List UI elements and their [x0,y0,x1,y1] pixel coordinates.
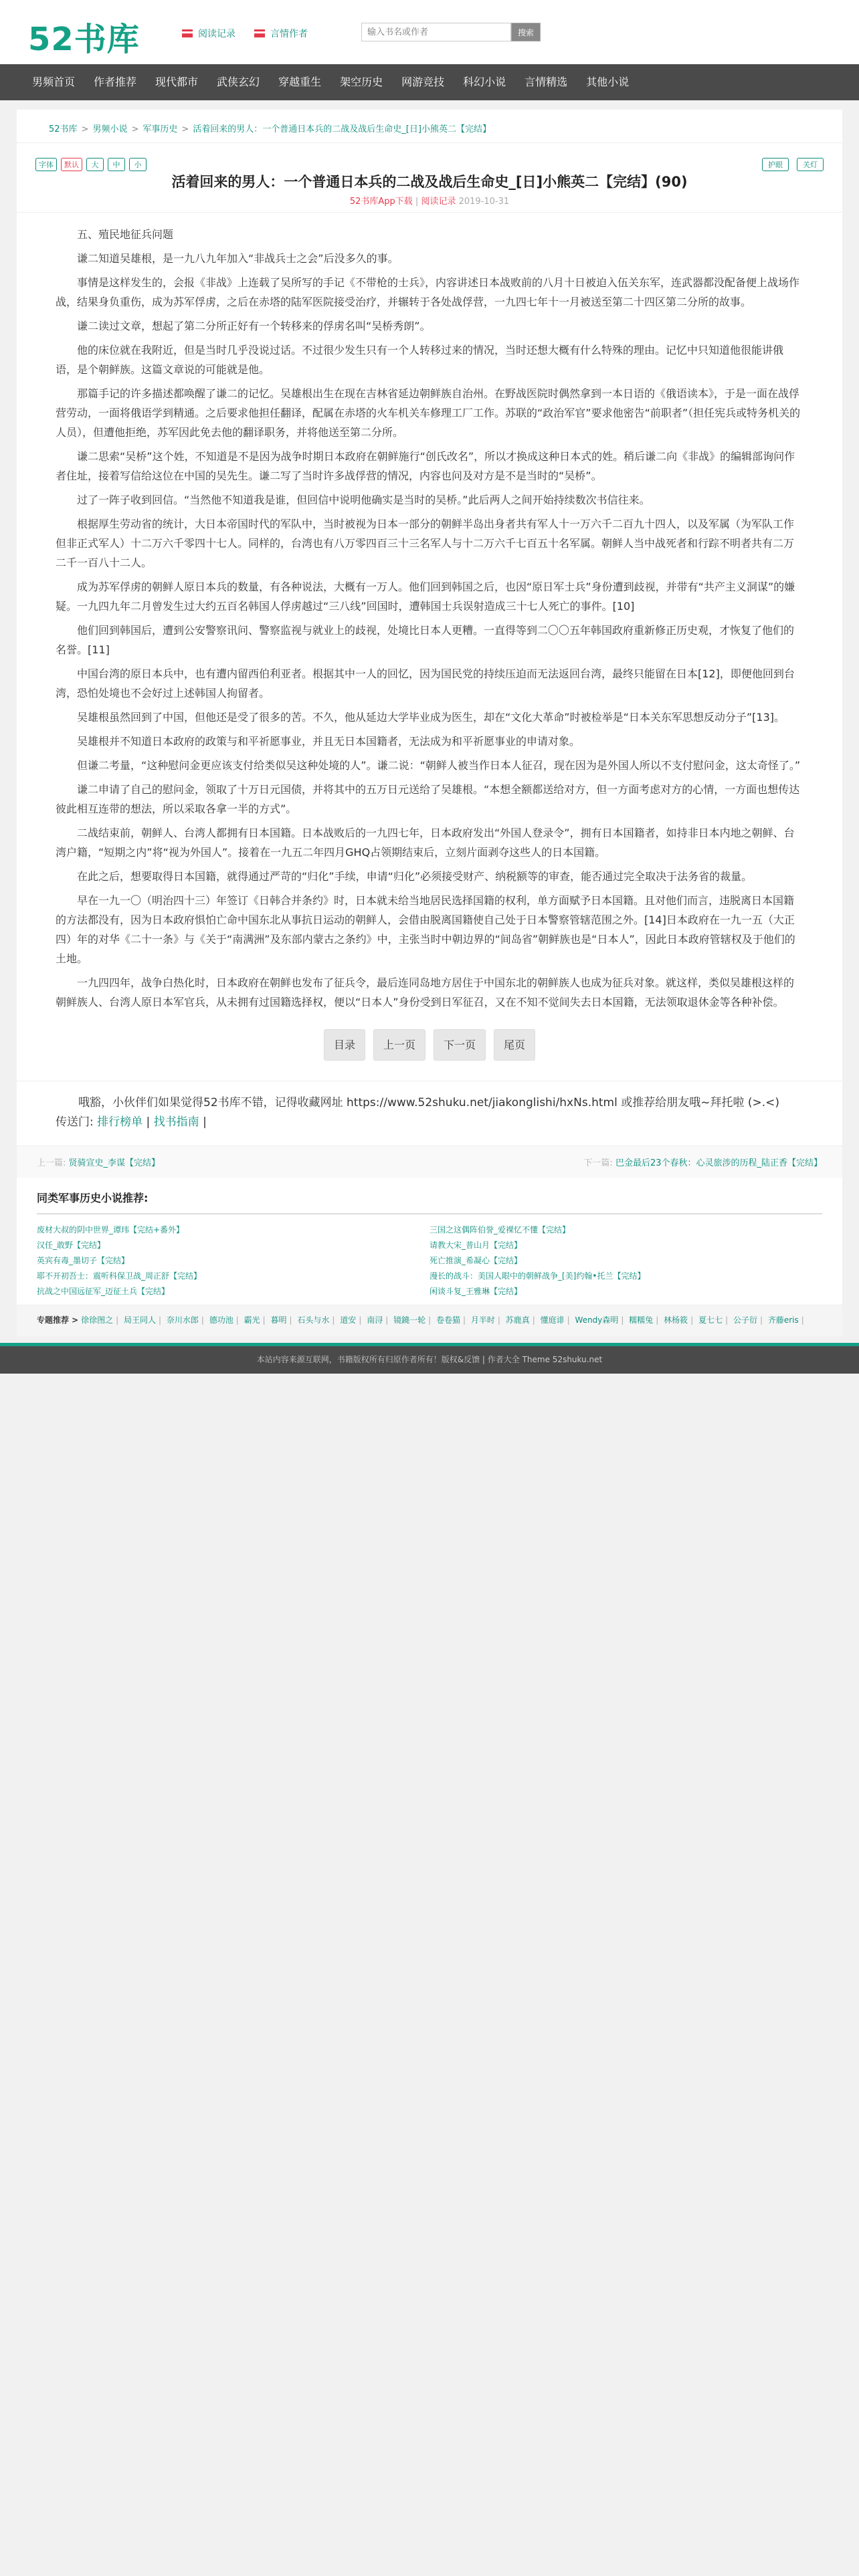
related-heading: 同类军事历史小说推荐: [37,1178,822,1214]
tag-separator: | [158,1315,162,1325]
nav-item[interactable]: 穿越重生 [278,76,322,88]
toc-button[interactable]: 目录 [324,1029,365,1061]
chapter-content [17,213,842,1061]
main-container [17,110,842,1336]
paragraph: 一九四四年，战争白热化时，日本政府在朝鲜也发布了征兵令，最后连同岛地方居住于中国东北的朝鲜族人也成为征兵对象。就这样，类似吴雄根这样的朝鲜族人、台湾人原日本军官兵，从未拥有过国籍选择权，便以“日本人”身份受到日军征召，又在不知不觉间失去日本国籍，无法领取退休金等各种补偿。 [56,976,795,1008]
paragraph: 他的床位就在我附近，但是当时几乎没说过话。不过很少发生只有一个人转移过来的情况，当时还想大概有什么特殊的理由。记忆中只知道他很能讲俄语，是个朝鲜族。这篇文章说的可能就是他。 [56,344,784,376]
tag-link[interactable]: 卷卷猫 [436,1315,460,1325]
tag-separator: | [497,1315,500,1325]
related-book-link[interactable]: 死亡推演_希凝心【完结】 [430,1256,522,1265]
tag-link[interactable]: 徐徐图之 [81,1315,114,1325]
tag-separator: | [656,1315,659,1325]
tag-link[interactable]: 糯糯兔 [629,1315,654,1325]
app-download-link[interactable]: 52书库App下载 [349,197,413,207]
site-logo[interactable]: 52书库 [28,21,140,58]
list-icon [182,29,193,37]
topic-tags [17,1305,842,1336]
paragraph: 谦二知道吴雄根，是一九八九年加入“非战兵士之会”后没多久的事。 [77,252,399,265]
tag-separator: | [116,1315,119,1325]
nav-item[interactable]: 其他小说 [586,76,630,88]
nav-item[interactable]: 架空历史 [340,76,383,88]
prev-page-button[interactable]: 上一页 [373,1029,425,1061]
next-book-label: 下一篇: [583,1158,613,1168]
paragraph: 谦二读过文章，想起了第二分所正好有一个转移来的俘虏名叫“吴桥秀朗”。 [77,320,431,332]
related-book-link[interactable]: 三国之这偶阵伯誉_爱裸忆不懂【完结】 [430,1225,571,1235]
nav-item[interactable]: 武侠玄幻 [217,76,260,88]
tag-link[interactable]: 懂庭诽 [540,1315,565,1325]
paragraph: 二战结束前，朝鲜人、台湾人都拥有日本国籍。日本战败后的一九四七年，日本政府发出“外国人登录令”，拥有日本国籍者，如持非日本内地之朝鲜、台湾户籍，“短期之内”将“视为外国人”。接着在一九五二年四月GHQ占领期结束后，立刻片面剥夺这些人的日本国籍。 [56,827,795,859]
portal-label: 传送门: [56,1115,94,1129]
related-book-link[interactable]: 英宾有毒_墨切子【完结】 [37,1256,130,1265]
tags-label: 专题推荐 > [37,1315,79,1325]
font-tools [35,158,147,171]
next-book-link[interactable]: 巴金最后23个春秋：心灵旅涉的历程_陆正香【完结】 [615,1158,822,1168]
tag-separator: | [690,1315,694,1325]
paragraph: 根据厚生劳动省的统计，大日本帝国时代的军队中，当时被视为日本一部分的朝鲜半岛出身者共有军人十一万六千二百九十四人，以及军属（为军队工作但非正式军人）十二万六千零四十七人。同样的，台湾也有八万零四百三十三名军人与十二万六千七百五十名军属。朝鲜人当中战死者和行踪不明者共有二万二千一百八十二人。 [56,518,795,569]
font-label: 字体 [35,158,57,171]
breadcrumb: 52书库 > 男频小说 > 军事历史 > 活着回来的男人：一个普通日本兵的二战及战后生命史_[日]小熊英二【完结】 [17,110,842,143]
tag-separator: | [567,1315,570,1325]
nav-item[interactable]: 科幻小说 [463,76,506,88]
toplink-label: 言情作者 [270,29,308,39]
portal-separator: | [146,1115,151,1129]
bookmark-reminder [17,1081,842,1146]
related-book-link[interactable]: 漫长的战斗：美国人眼中的朝鲜战争_[美]约翰•托兰【完结】 [430,1271,646,1281]
font-default-button[interactable]: 默认 [61,158,82,171]
tag-link[interactable]: 镜鐃一轮 [393,1315,426,1325]
view-tools [762,158,824,171]
paragraph: 过了一阵子收到回信。“当然他不知道我是谁，但回信中说明他确实是当时的吴桥。”此后两人之间开始持续数次书信往来。 [77,494,650,506]
portal-separator: | [203,1115,207,1129]
nav-item[interactable]: 言情精选 [524,76,568,88]
tag-separator: | [462,1315,466,1325]
lights-off-button[interactable]: 关灯 [797,158,824,171]
nav-item[interactable]: 男频首页 [32,76,76,88]
tag-link[interactable]: 德功池 [209,1315,233,1325]
tag-separator: | [621,1315,624,1325]
tag-link[interactable]: 苏鹿真 [505,1315,530,1325]
related-book-link[interactable]: 请教大宋_普山月【完结】 [430,1241,522,1250]
list-icon [254,29,265,37]
adjacent-books [17,1146,842,1178]
tag-link[interactable]: 南浔 [367,1315,383,1325]
nav-item[interactable]: 作者推荐 [94,76,137,88]
paragraph: 那篇手记的许多描述都唤醒了谦二的记忆。吴雄根出生在现在吉林省延边朝鲜族自治州。在野战医院时偶然拿到一本日语的《俄语读本》，于是一面在战俘营劳动，一面将俄语学到精通。之后要求他担任翻译，配属在赤塔的火车机关车修理工厂工作。苏联的“政治军官”要求他密告“前职者”（担任宪兵或特务机关的人员），但遭他拒绝，苏军因此免去他的翻译职务，并将他送至第二分所。 [56,387,801,439]
breadcrumb-category[interactable]: 男频小说 [92,124,128,134]
tag-link[interactable]: 暮明 [270,1315,287,1325]
breadcrumb-home[interactable]: 52书库 [49,124,78,134]
tag-link[interactable]: Wendy森明 [575,1315,619,1325]
tag-link[interactable]: 霸光 [244,1315,260,1325]
site-header [0,0,859,64]
chapter-header [17,143,842,213]
bookmark-text: 哦豁，小伙伴们如果觉得52书库不错，记得收藏网址 https://www.52shuku.net/jiakonglishi/hxNs.html 或推荐给朋友哦~拜托啦 (>.<) [78,1096,780,1109]
main-nav [0,64,859,100]
related-book-link[interactable]: 抗战之中国远征军_迈征土兵【完结】 [37,1287,170,1296]
tag-separator: | [289,1315,292,1325]
tag-separator: | [725,1315,729,1325]
font-large-button[interactable]: 大 [86,158,104,171]
toplink-romance-authors[interactable] [254,27,308,40]
tag-separator: | [759,1315,763,1325]
related-book-link[interactable]: 废材大叔的阴中世界_谭玮【完结+番外】 [37,1225,185,1235]
tag-separator: | [201,1315,204,1325]
nav-item[interactable]: 现代都市 [155,76,199,88]
search-input[interactable] [361,23,511,41]
related-book-link[interactable]: 汉任_敢野【完结】 [37,1241,106,1250]
top-links [182,27,308,40]
tag-link[interactable]: 奈川水郎 [166,1315,199,1325]
tag-link[interactable]: 月半时 [470,1315,495,1325]
paragraph: 谦二申请了自己的慰问金，领取了十万日元国债，并将其中的五万日元送给了吴雄根。“本想全额都送给对方，但一方面考虑对方的心情，一方面也想传达彼此相互连带的想法，所以采取各拿一半的方式”。 [56,783,800,815]
read-history-link[interactable]: 阅读记录 [421,197,456,207]
next-book [583,1156,822,1168]
related-book-link[interactable]: 耶不开初吾士：震听科保卫战_周正舒【完结】 [37,1271,202,1281]
paragraph: 吴雄根并不知道日本政府的政策与和平祈愿事业，并且无日本国籍者，无法成为和平祈愿事业的申请对象。 [77,735,581,748]
eye-care-button[interactable]: 护眼 [762,158,789,171]
related-books [17,1178,842,1305]
paragraph: 但谦二考量，“这种慰问金更应该支付给类似吴这种处境的人”。谦二说：“朝鲜人被当作日本人征召，现在因为是外国人所以不支付慰问金，这太奇怪了。” [77,759,801,772]
toplink-label: 阅读记录 [198,29,235,39]
paragraph: 在此之后，想要取得日本国籍，就得通过严苛的“归化”手续，申请“归化”必须接受财产、纳税额等的审查，能否通过完全取决于法务省的裁量。 [77,870,753,883]
chapter-pager [56,1029,803,1061]
paragraph: 他们回到韩国后，遭到公安警察讯问、警察监视与就业上的歧视，处境比日本人更糟。一直得等到二〇〇五年韩国政府重新修正历史观，才恢复了他们的名誉。[11] [56,624,795,656]
breadcrumb-book[interactable]: 活着回来的男人：一个普通日本兵的二战及战后生命史_[日]小熊英二【完结】 [193,124,491,134]
font-small-button[interactable]: 小 [129,158,147,171]
related-list [37,1214,822,1305]
nav-item[interactable]: 网游竞技 [401,76,445,88]
tag-separator: | [385,1315,389,1325]
tag-link[interactable]: 局王同人 [123,1315,156,1325]
meta-separator: | [415,197,419,207]
tag-link[interactable]: 公子衍 [733,1315,757,1325]
prev-book [37,1156,160,1168]
paragraph: 吴雄根虽然回到了中国，但他还是受了很多的苦。不久，他从延边大学毕业成为医生，却在“文化大革命”时被检举是“日本关东军思想反动分子”[13]。 [77,711,785,724]
tag-link[interactable]: 林杨筱 [664,1315,688,1325]
tag-separator: | [359,1315,362,1325]
related-book-link[interactable]: 闲谈斗复_王雅琳【完结】 [430,1287,522,1296]
portal-links [56,1113,803,1132]
tag-link[interactable]: 道安 [340,1315,357,1325]
paragraph: 谦二思索“吴桥”这个姓，不知道是不是因为战争时期日本政府在朝鲜施行“创氏改名”，所以才换成这种日本式的姓。稍后谦二向《非战》的编辑部询问作者住址，接着写信给这位在中国的吴先生。谦二写了当时许多战俘营的情况，内容也问及对方是不是当时的“吴桥”。 [56,450,795,482]
paragraph: 五、殖民地征兵问题 [77,228,174,241]
chapter-date: 2019-10-31 [458,197,510,207]
site-footer: 本站内容来源互联网，书籍版权所有归原作者所有！版权&反馈 | 作者大全 Theme 52shuku.net [0,1343,859,1374]
last-page-button[interactable]: 尾页 [494,1029,535,1061]
prev-book-label: 上一篇: [37,1158,66,1168]
tag-separator: | [332,1315,335,1325]
prev-book-link[interactable]: 贤骑宣史_李谋【完结】 [68,1158,161,1168]
search-button[interactable]: 搜索 [511,23,541,41]
chapter-meta [17,194,842,207]
chapter-title: 活着回来的男人：一个普通日本兵的二战及战后生命史_[日]小熊英二【完结】(90) [171,174,688,190]
tag-link[interactable]: 石头与水 [297,1315,330,1325]
font-medium-button[interactable]: 中 [108,158,125,171]
next-page-button[interactable]: 下一页 [434,1029,486,1061]
toplink-read-history[interactable] [182,27,235,40]
paragraph: 早在一九一〇（明治四十三）年签订《日韩合并条约》时，日本就未给当地居民选择国籍的权利，单方面赋予日本国籍。且对他们而言，违脱离日本国籍的方法都没有，因为日本政府惧怕亡命中国东北从事抗日运动的朝鲜人，会借由脱离国籍使自己处于日本警察管辖范围之外。[14]日本政府在一九一五（大正四）年的对华《二十一条》与《关于“南满洲”及东部内蒙古之条约》中，主张当时中朝边界的“间岛省”朝鲜族也是“日本人”，因此日本政府管辖权及于他们的土地。 [56,894,795,965]
tag-separator: | [235,1315,239,1325]
tag-link[interactable]: 夏七七 [698,1315,723,1325]
tag-separator: | [532,1315,535,1325]
ranking-link[interactable]: 排行榜单 [97,1115,143,1129]
tag-separator: | [428,1315,432,1325]
paragraph: 事情是这样发生的，会报《非战》上连载了吴所写的手记《不带枪的士兵》，内容讲述日本战败前的八月十日被迫入伍关东军，连武器都没配备便上战场作战，结果身负重伤，成为苏军俘虏，之后在赤塔的陆军医院接受治疗，并辗转于各处战俘营，一九四七年十一月被送至第二十四区第二分所的故事。 [56,276,800,308]
guide-link[interactable]: 找书指南 [153,1115,199,1129]
paragraph: 成为苏军俘虏的朝鲜人原日本兵的数量，有各种说法，大概有一万人。他们回到韩国之后，也因“原日军士兵”身份遭到歧视，并带有“共产主义洞谋”的嫌疑。一九四九年二月曾发生过大约五百名韩国人俘虏越过“三八线”回国时，遭韩国士兵误射造成三十七人死亡的事件。[10] [56,580,795,613]
search-box [361,23,541,41]
breadcrumb-subcategory[interactable]: 军事历史 [142,124,178,134]
tag-link[interactable]: 齐藤eris [767,1315,799,1325]
paragraph: 中国台湾的原日本兵中，也有遭内留西伯利亚者。根据其中一人的回忆，因为国民党的持续压迫而无法返回台湾，最终只能留在日本[12]，即便他回到台湾，恐怕处境也不会好过上述韩国人拘留者。 [56,667,795,700]
tag-separator: | [801,1315,804,1325]
tag-separator: | [262,1315,266,1325]
